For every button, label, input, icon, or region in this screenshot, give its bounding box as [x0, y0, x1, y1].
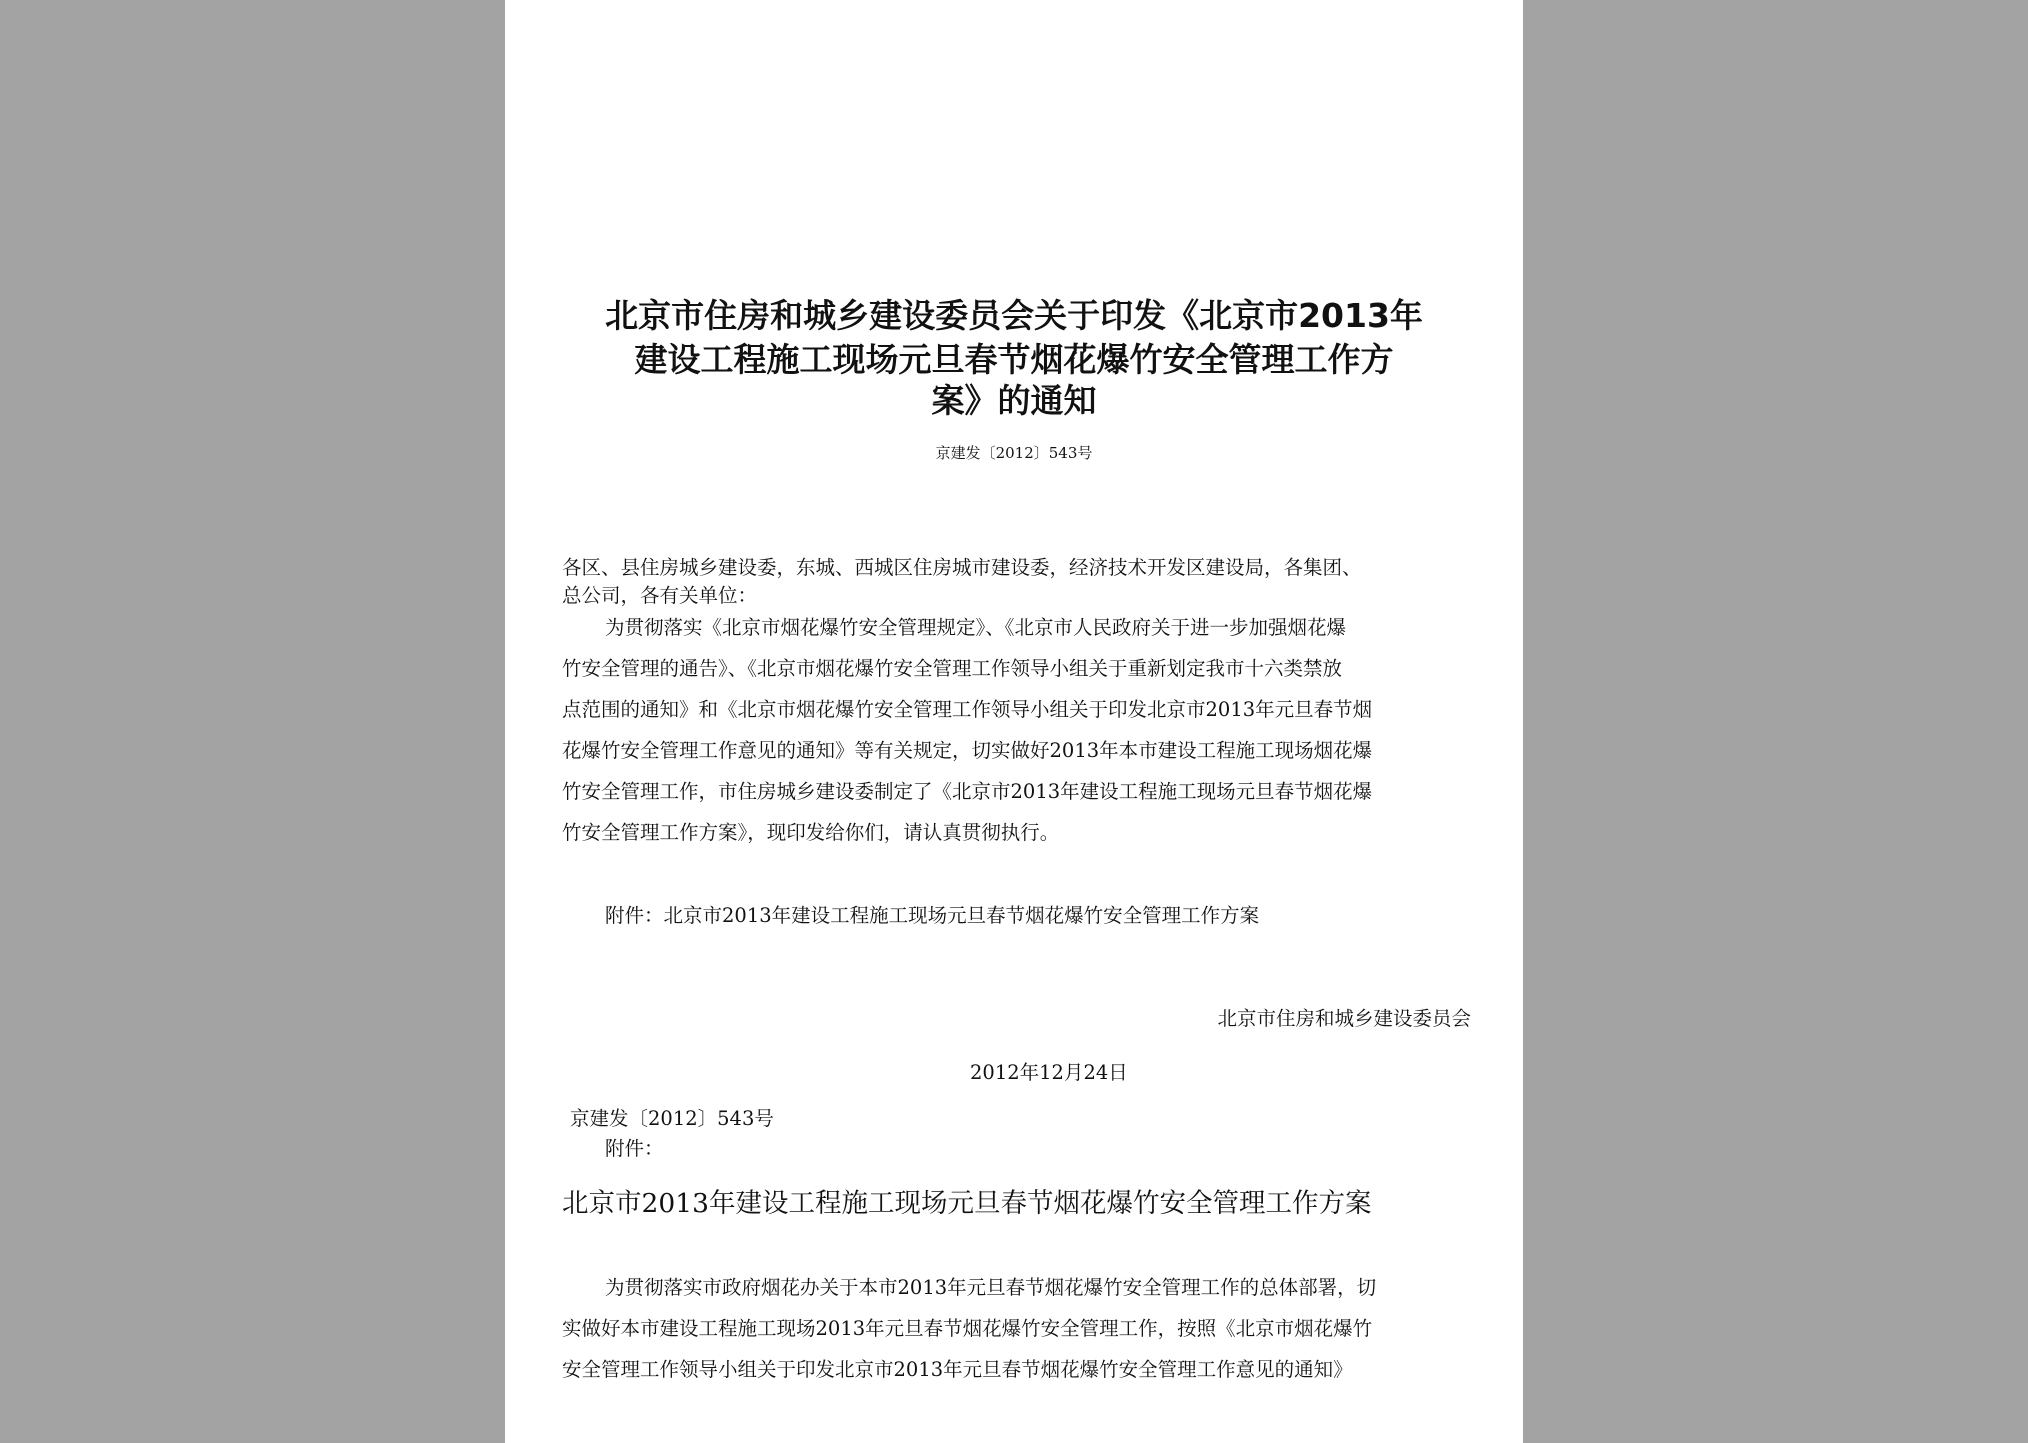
document-title-line-3: 案》的通知: [931, 381, 1097, 420]
document-title-line-1: 北京市住房和城乡建设委员会关于印发《北京市2013年: [605, 296, 1423, 335]
document-number-bottom: 京建发〔2012〕543号: [570, 1107, 774, 1130]
body-line-6: 竹安全管理工作方案》，现印发给你们，请认真贯彻执行。: [562, 821, 1060, 844]
addressee-line-1: 各区、县住房城乡建设委，东城、西城区住房城市建设委，经济技术开发区建设局，各集团、: [562, 556, 1362, 579]
body-line-3: 点范围的通知》和《北京市烟花爆竹安全管理工作领导小组关于印发北京市2013年元旦春节烟: [562, 698, 1373, 721]
issuer: 北京市住房和城乡建设委员会: [1217, 1007, 1471, 1030]
body-line-1: 为贯彻落实《北京市烟花爆竹安全管理规定》、《北京市人民政府关于进一步加强烟花爆: [605, 616, 1347, 639]
document-number: 京建发〔2012〕543号: [935, 444, 1093, 462]
document-page: [505, 0, 1523, 1443]
attachment-body-line-2: 实做好本市建设工程施工现场2013年元旦春节烟花爆竹安全管理工作，按照《北京市烟花爆竹: [562, 1317, 1373, 1340]
body-line-5: 竹安全管理工作，市住房城乡建设委制定了《北京市2013年建设工程施工现场元旦春节烟花爆: [562, 780, 1373, 803]
attachment-body-paragraph: [562, 1267, 1376, 1390]
attachment-line: 附件：北京市2013年建设工程施工现场元旦春节烟花爆竹安全管理工作方案: [605, 904, 1260, 927]
issue-date: 2012年12月24日: [970, 1061, 1128, 1084]
body-paragraph: [562, 607, 1372, 853]
addressee-line-2: 总公司，各有关单位：: [562, 584, 758, 607]
attachment-title: 北京市2013年建设工程施工现场元旦春节烟花爆竹安全管理工作方案: [562, 1188, 1372, 1219]
attachment-label: 附件：: [605, 1137, 664, 1160]
body-line-4: 花爆竹安全管理工作意见的通知》等有关规定，切实做好2013年本市建设工程施工现场烟花爆: [562, 739, 1373, 762]
attachment-body-line-3: 安全管理工作领导小组关于印发北京市2013年元旦春节烟花爆竹安全管理工作意见的通知》: [562, 1358, 1353, 1381]
document-title-line-2: 建设工程施工现场元旦春节烟花爆竹安全管理工作方: [634, 340, 1394, 379]
addressee: [562, 554, 1362, 610]
attachment-body-line-1: 为贯彻落实市政府烟花办关于本市2013年元旦春节烟花爆竹安全管理工作的总体部署，切: [605, 1276, 1377, 1299]
body-line-2: 竹安全管理的通告》、《北京市烟花爆竹安全管理工作领导小组关于重新划定我市十六类禁放: [562, 657, 1343, 680]
